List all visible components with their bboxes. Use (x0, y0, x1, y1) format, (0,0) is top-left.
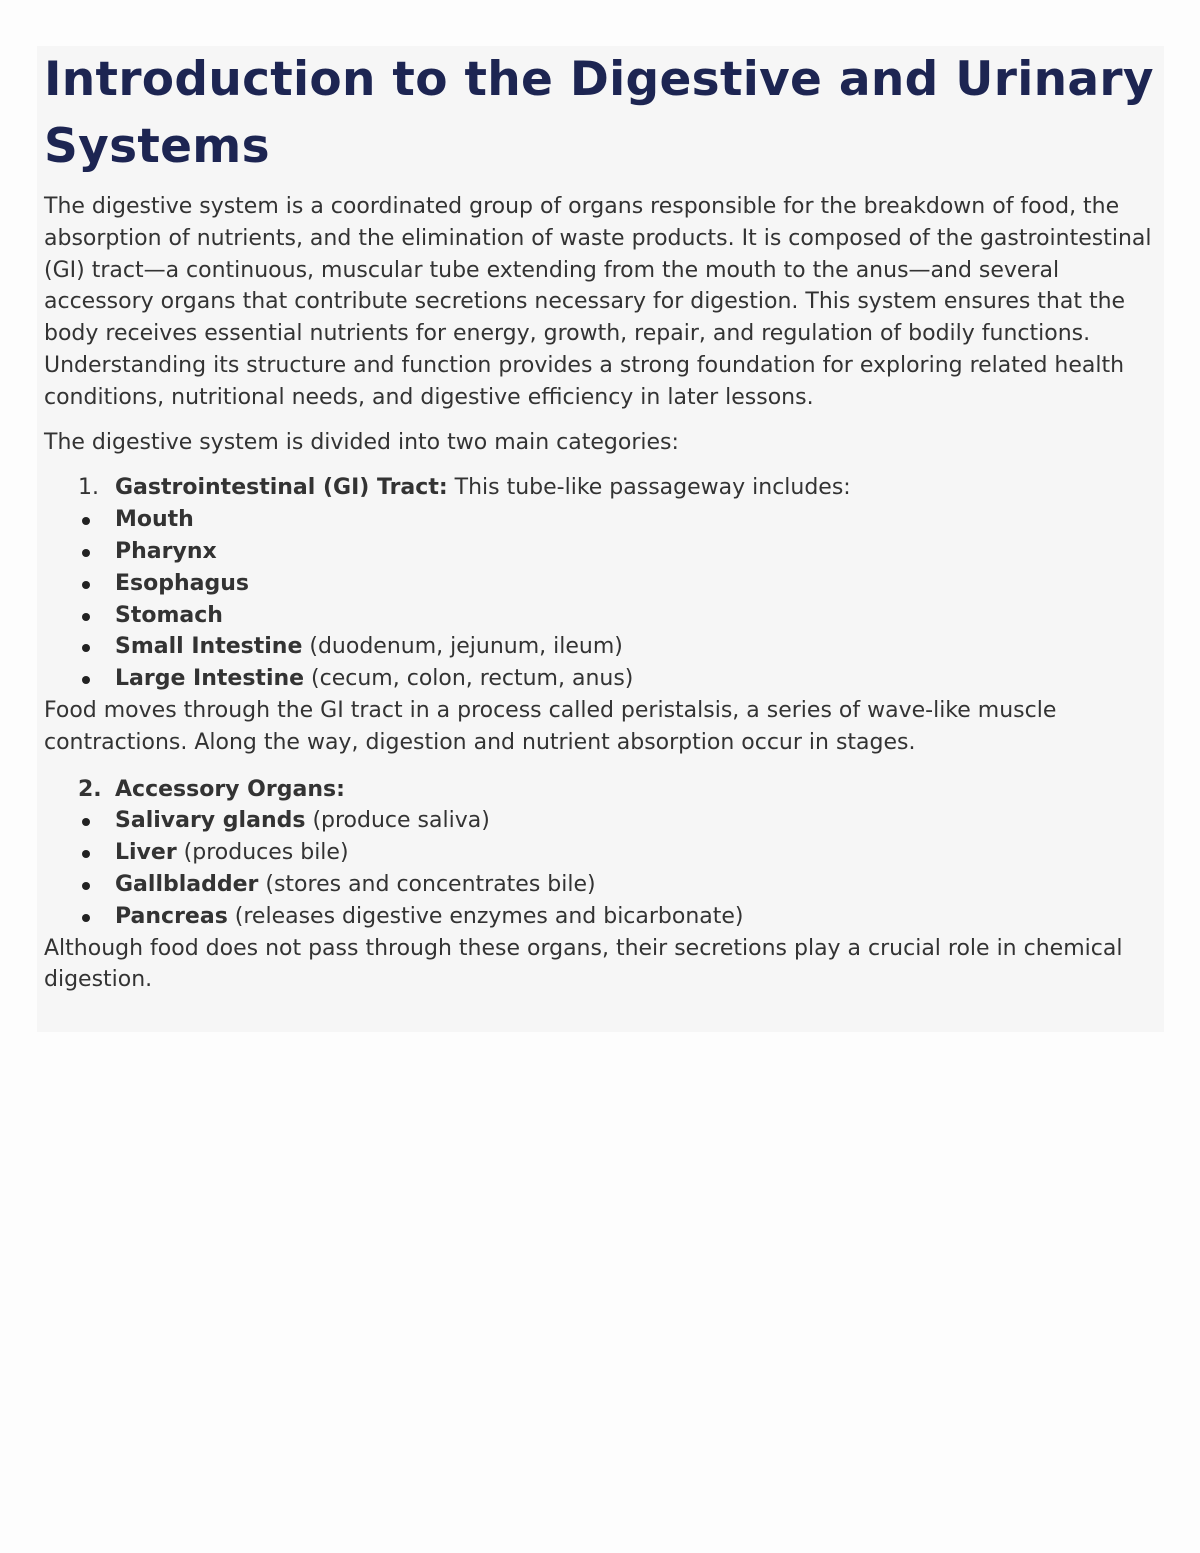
list-item: Mouth (44, 504, 1164, 536)
list-number: 2. (78, 776, 102, 802)
bullet-icon (82, 644, 90, 652)
list-item: Gallbladder (stores and concentrates bile) (44, 869, 1164, 901)
gi-tract-heading (44, 472, 1164, 504)
list-item: Small Intestine (duodenum, jejunum, ileum) (44, 631, 1164, 663)
gi-tract-description: This tube-like passageway includes: (447, 475, 851, 501)
bullet-icon (82, 613, 90, 621)
bullet-icon (82, 517, 90, 525)
bullet-icon (82, 549, 90, 557)
list-item: Stomach (44, 600, 1164, 632)
accessory-list (44, 805, 1164, 932)
intro-paragraph: The digestive system is a coordinated group of organs responsible for the breakdown of food, the absorption of nutrients, and the elimination of waste products. It is composed of the gastrointestinal (GI) tract—a continuous, muscular tube extending from the mouth to the anus—and several accessory organs that contribute secretions necessary for digestion. This system ensures that the body receives essential nutrients for energy, growth, repair, and regulation of bodily functions. Understanding its structure and function provides a strong foundation for exploring related health conditions, nutritional needs, and digestive efficiency in later lessons. (44, 194, 1152, 410)
gi-tract-note: Food moves through the GI tract in a process called peristalsis, a series of wave-like muscle contractions. Along the way, digestion and nutrient absorption occur in stages. (44, 697, 1057, 755)
bullet-icon (82, 882, 90, 890)
list-item: Pancreas (releases digestive enzymes and bicarbonate) (44, 901, 1164, 933)
list-number: 1. (78, 475, 99, 501)
list-item: Pharynx (44, 536, 1164, 568)
gi-tract-title: Gastrointestinal (GI) Tract: (115, 475, 448, 501)
accessory-note: Although food does not pass through these organs, their secretions play a crucial role in chemical digestion. (44, 935, 1123, 993)
list-item: Liver (produces bile) (44, 837, 1164, 869)
page-title: Introduction to the Digestive and Urinary Systems (44, 52, 1154, 174)
list-item: Large Intestine (cecum, colon, rectum, anus) (44, 663, 1164, 695)
list-item: Salivary glands (produce saliva) (44, 805, 1164, 837)
accessory-heading (44, 774, 1164, 806)
list-item: Esophagus (44, 568, 1164, 600)
accessory-title: Accessory Organs: (115, 776, 345, 802)
bullet-icon (82, 914, 90, 922)
lesson-content (37, 46, 1164, 1032)
bullet-icon (82, 818, 90, 826)
categories-lead: The digestive system is divided into two main categories: (44, 429, 679, 455)
bullet-icon (82, 581, 90, 589)
bullet-icon (82, 850, 90, 858)
bullet-icon (82, 676, 90, 684)
gi-tract-list (44, 504, 1164, 695)
